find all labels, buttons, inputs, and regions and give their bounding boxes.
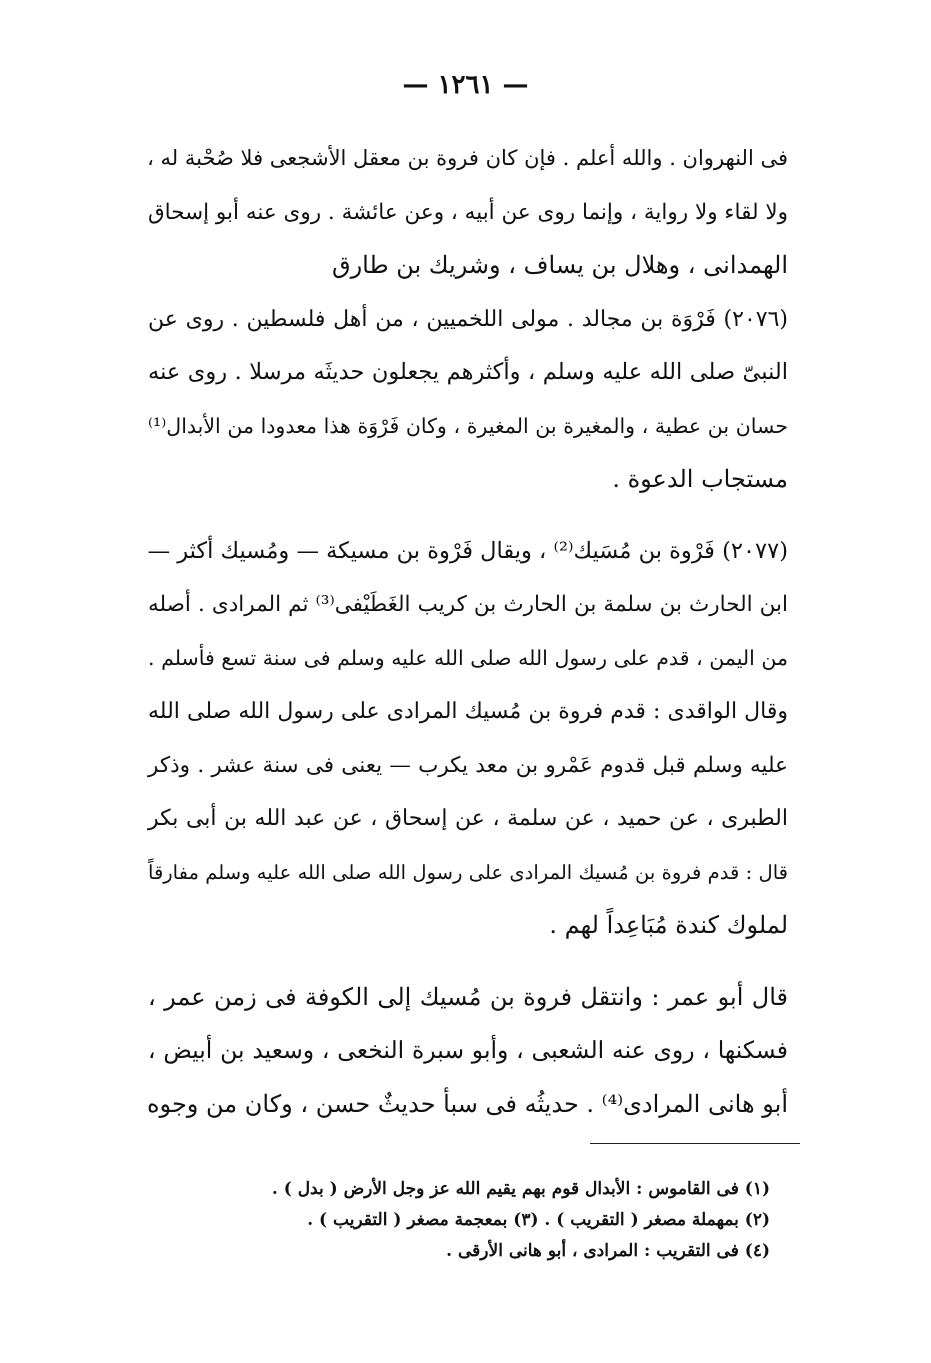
text-line: قال : قدم فروة بن مُسيك المرادى على رسول الله صلى الله عليه وسلم مفارقاً xyxy=(148,860,788,884)
text-line: النبىّ صلى الله عليه وسلم ، وأكثرهم يجعلون حديثَه مرسلا . روى عنه xyxy=(148,359,788,385)
text-line: من اليمن ، قدم على رسول الله صلى الله عليه وسلم فى سنة تسع فأسلم . xyxy=(148,645,788,670)
text-line: (٢٠٧٦) فَرْوَة بن مجالد . مولى اللخميين ، من أهل فلسطين . روى عن xyxy=(148,306,788,332)
footnote-4: (٤) فى التقريب : المرادى ، أبو هانى الأرقى . xyxy=(446,1241,770,1261)
text-line: وقال الواقدى : قدم فروة بن مُسيك المرادى على رسول الله صلى الله xyxy=(148,699,788,724)
paragraph-continuation xyxy=(148,132,788,293)
text-line: فسكنها ، روى عنه الشعبى ، وأبو سبرة النخعى ، وسعيد بن أبيض ، xyxy=(148,1036,788,1064)
text-line: أبو هانى المرادى⁽⁴⁾ . حديثُه فى سبأ حديثٌ حسن ، وكان من وجوه xyxy=(146,1089,788,1118)
footnote-separator xyxy=(590,1143,800,1144)
paragraph-abu-umar xyxy=(148,971,788,1132)
footnotes xyxy=(250,1174,770,1267)
text-line: ابن الحارث بن سلمة بن الحارث بن كريب الغَطَيْفى⁽³⁾ ثم المرادى . أصله xyxy=(148,592,788,617)
text-line: قال أبو عمر : وانتقل فروة بن مُسيك إلى الكوفة فى زمن عمر ، xyxy=(148,982,788,1011)
footnote-1: (١) فى القاموس : الأبدال قوم بهم يقيم الله عز وجل الأرض ( بدل ) . xyxy=(271,1179,770,1199)
text-line: فى النهروان . والله أعلم . فإن كان فروة بن معقل الأشجعى فلا صُحْبة له ، xyxy=(147,146,788,170)
text-line: الطبرى ، عن حميد ، عن سلمة ، عن إسحاق ، عن عبد الله بن أبى بكر xyxy=(148,806,788,831)
text-line: لملوك كندة مُبَاعِداً لهم . xyxy=(549,911,788,939)
text-line: حسان بن عطية ، والمغيرة بن المغيرة ، وكان فَرْوَة هذا معدودا من الأبدال⁽¹⁾ xyxy=(148,413,788,438)
text-line: ولا لقاء ولا رواية ، وإنما روى عن أبيه ، وعن عائشة . روى عنه أبو إسحاق xyxy=(147,199,788,225)
page-number: — ١٢٦١ — xyxy=(402,70,529,100)
text-line: عليه وسلم قبل قدوم عَمْرو بن معد يكرب — يعنى فى سنة عشر . وذكر xyxy=(148,752,788,778)
main-text xyxy=(148,132,788,1131)
footnote-2-3: (٢) بمهملة مصغر ( التقريب ) . (٣) بمعجمة مصغر ( التقريب ) . xyxy=(307,1210,770,1230)
entry-2076 xyxy=(148,293,788,507)
text-line: الهمدانى ، وهلال بن يساف ، وشريك بن طارق xyxy=(331,251,788,279)
entry-2077 xyxy=(148,525,788,953)
text-line: (٢٠٧٧) فَرْوة بن مُسَيك⁽²⁾ ، ويقال فَرْوة بن مسيكة — ومُسيك أكثر — xyxy=(147,537,788,564)
text-line: مستجاب الدعوة . xyxy=(612,465,788,493)
